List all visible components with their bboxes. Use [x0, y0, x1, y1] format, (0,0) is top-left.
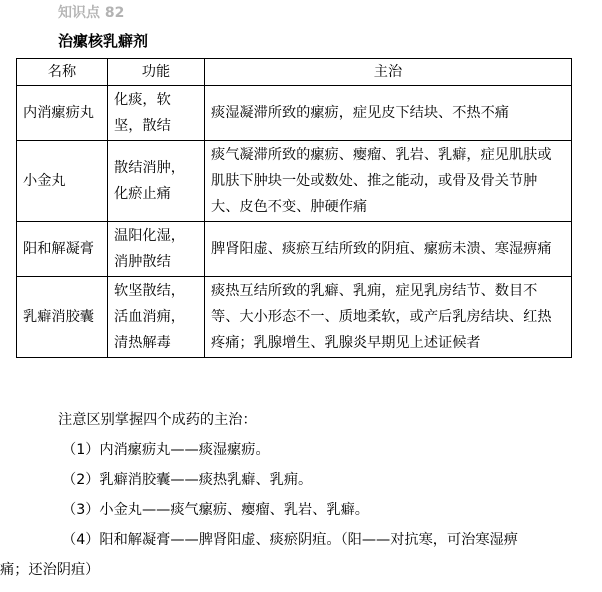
table-row: [17, 222, 572, 277]
header-name: 名称: [17, 59, 108, 86]
cell-indication: 脾肾阳虚、痰瘀互结所致的阴疽、瘰疬未溃、寒湿痹痛: [205, 222, 572, 277]
table-row: [17, 86, 572, 141]
header-function: 功能: [108, 59, 205, 86]
cell-function: 软坚散结，活血消痈，清热解毒: [108, 277, 205, 358]
note-continuation: 痛；还治阴疽）: [0, 562, 100, 578]
cell-name: 乳癖消胶囊: [17, 277, 108, 358]
header-indication: 主治: [205, 59, 572, 86]
table-row: [17, 277, 572, 358]
notes-intro: 注意区别掌握四个成药的主治：: [58, 412, 257, 428]
note-item: （1）内消瘰疬丸——痰湿瘰疬。: [62, 442, 270, 458]
section-title: 治瘰核乳癖剂: [58, 32, 149, 50]
cell-indication: 痰湿凝滞所致的瘰疬，症见皮下结块、不热不痛: [205, 86, 572, 141]
cell-name: 内消瘰疬丸: [17, 86, 108, 141]
cell-function: 化痰，软坚，散结: [108, 86, 205, 141]
note-item: （4）阳和解凝膏——脾肾阳虚、痰瘀阴疽。（阳——对抗寒，可治寒湿痹: [62, 532, 518, 548]
note-item: （2）乳癖消胶囊——痰热乳癖、乳痈。: [62, 472, 313, 488]
cell-indication: 痰热互结所致的乳癖、乳痈，症见乳房结节、数目不等、大小形态不一、质地柔软，或产后乳房结块、红热疼痛；乳腺增生、乳腺炎早期见上述证候者: [205, 277, 572, 358]
cell-function: 散结消肿，化瘀止痛: [108, 141, 205, 222]
cell-name: 阳和解凝膏: [17, 222, 108, 277]
notes-section: [0, 405, 602, 585]
table-row: [17, 141, 572, 222]
cell-indication: 痰气凝滞所致的瘰疬、瘿瘤、乳岩、乳癖，症见肌肤或肌肤下肿块一处或数处、推之能动，或骨及骨关节肿大、皮色不变、肿硬作痛: [205, 141, 572, 222]
knowledge-point-label: 知识点 82: [58, 5, 125, 21]
cell-name: 小金丸: [17, 141, 108, 222]
table-header-row: [17, 59, 572, 86]
medicine-table: [16, 58, 572, 358]
cell-function: 温阳化湿，消肿散结: [108, 222, 205, 277]
note-item: （3）小金丸——痰气瘰疬、瘿瘤、乳岩、乳癖。: [62, 502, 369, 518]
